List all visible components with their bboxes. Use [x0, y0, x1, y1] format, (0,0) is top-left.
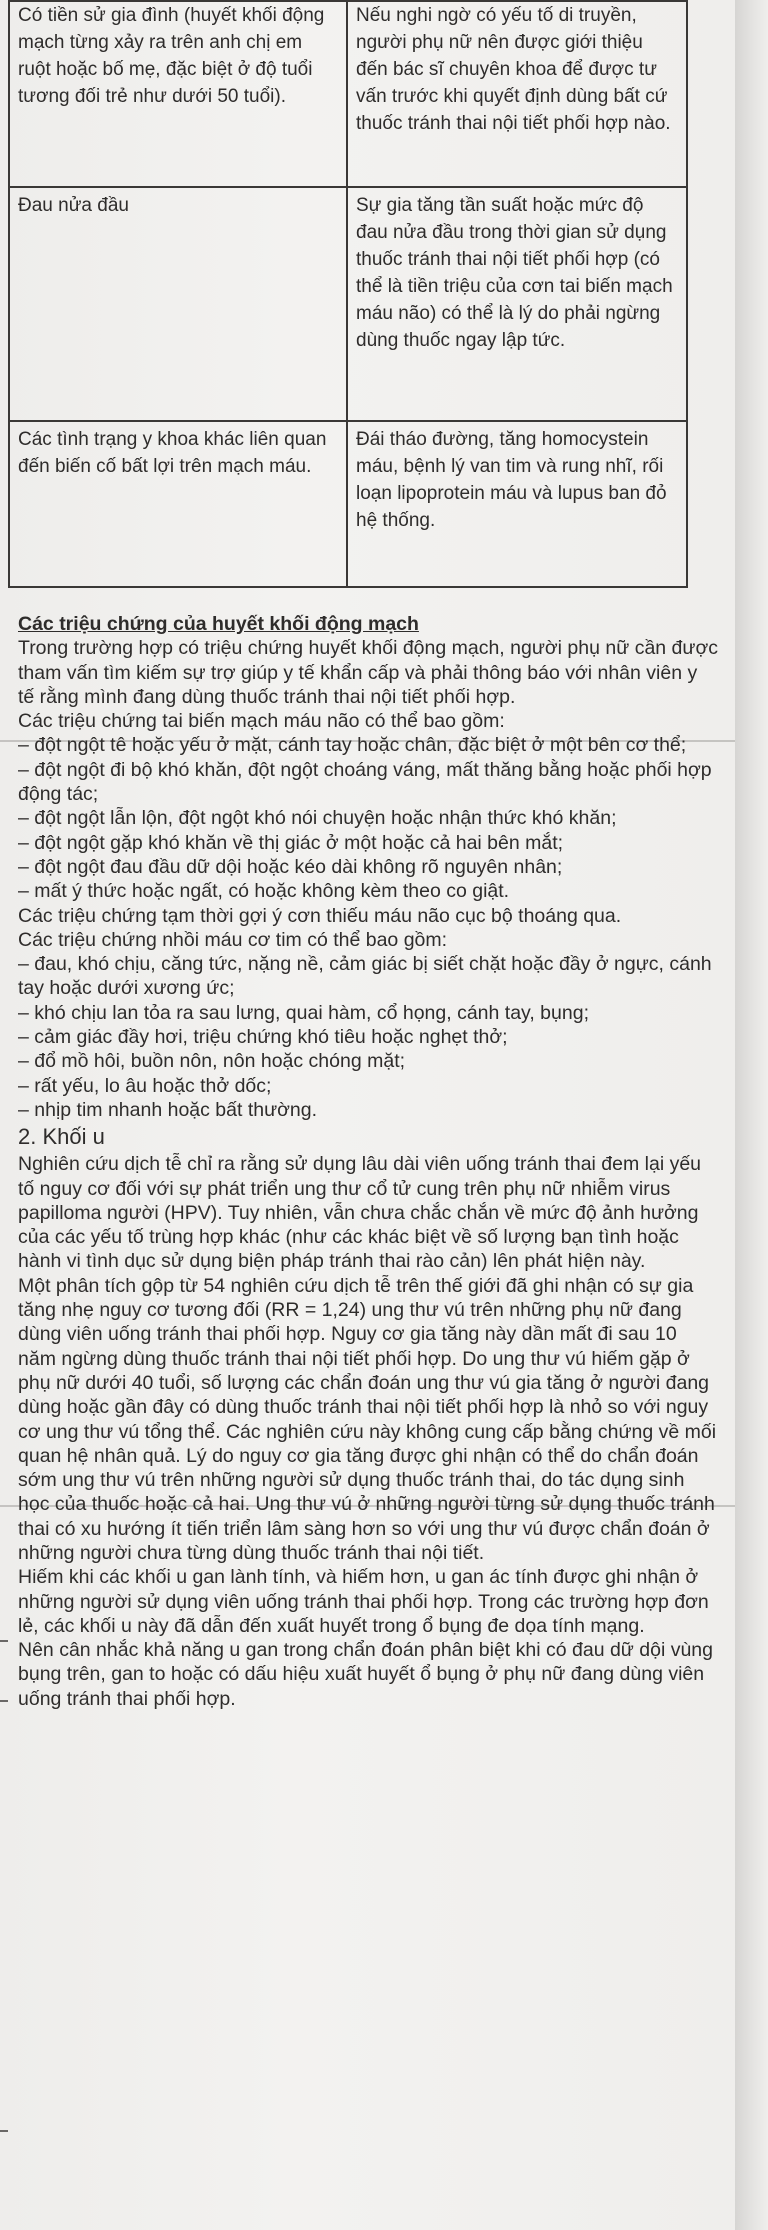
- paragraph: Một phân tích gộp từ 54 nghiên cứu dịch tễ trên thế giới đã ghi nhận có sự gia tăng nhẹ nguy cơ tương đối (RR = 1,24) ung thư vú trên những phụ nữ đang dùng viên uống tránh thai phối hợp. Nguy cơ gia tăng này dần mất đi sau 10 năm ngừng dùng thuốc tránh thai nội tiết phối hợp. Do ung thư vú hiếm gặp ở phụ nữ dưới 40 tuổi, số lượng các chẩn đoán ung thư vú gia tăng ở người đang dùng hoặc gần đây có dùng thuốc tránh thai nội tiết phối hợp là nhỏ so với nguy cơ ung thư vú tổng thể. Các nghiên cứu này không cung cấp bằng chứng về mối quan hệ nhân quả. Lý do nguy cơ gia tăng được ghi nhận có thể do chẩn đoán sớm ung thư vú trên những người sử dụng thuốc tránh thai, do tác dụng sinh học của thuốc hoặc cả hai. Ung thư vú ở những người từng sử dụng thuốc tránh thai có xu hướng ít tiến triển lâm sàng hơn so với ung thư vú được chẩn đoán ở những người chưa từng dùng thuốc tránh thai nội tiết.: [18, 1274, 717, 1564]
- paragraph: Nên cân nhắc khả năng u gan trong chẩn đoán phân biệt khi có đau dữ dội vùng bụng trên, gan to hoặc có dấu hiệu xuất huyết ổ bụng ở phụ nữ đang dùng viên uống tránh thai phối hợp.: [18, 1639, 713, 1710]
- list-item: – đột ngột đi bộ khó khăn, đột ngột choáng váng, mất thăng bằng hoặc phối hợp động tác;: [18, 758, 712, 806]
- list-item: – mất ý thức hoặc ngất, có hoặc không kèm theo co giật.: [18, 880, 510, 903]
- list-item: – cảm giác đầy hơi, triệu chứng khó tiêu hoặc nghẹt thở;: [18, 1026, 508, 1049]
- table-cell: Sự gia tăng tần suất hoặc mức độ đau nửa đầu trong thời gian sử dụng thuốc tránh thai nội tiết phối hợp (có thể là tiền triệu của cơn tai biến mạch máu não) có thể là lý do phải ngừng dùng thuốc ngay lập tức.: [347, 187, 687, 421]
- table-cell: Nếu nghi ngờ có yếu tố di truyền, người phụ nữ nên được giới thiệu đến bác sĩ chuyên khoa để được tư vấn trước khi quyết định dùng bất cứ thuốc tránh thai nội tiết phối hợp nào.: [347, 1, 687, 187]
- margin-rule: [0, 1700, 8, 1702]
- table-cell: Đái tháo đường, tăng homocystein máu, bệnh lý van tim và rung nhĩ, rối loạn lipoprotein máu và lupus ban đỏ hệ thống.: [347, 421, 687, 587]
- section-heading: Các triệu chứng của huyết khối động mạch: [18, 613, 419, 635]
- table-cell: Các tình trạng y khoa khác liên quan đến biến cố bất lợi trên mạch máu.: [9, 421, 347, 587]
- paragraph: Trong trường hợp có triệu chứng huyết khối động mạch, người phụ nữ cần được tham vấn tìm kiếm sự trợ giúp y tế khẩn cấp và phải thông báo với nhân viên y tế rằng mình đang dùng thuốc tránh thai nội tiết phối hợp.: [18, 637, 718, 708]
- risk-factor-table: [8, 0, 688, 588]
- margin-rule: [0, 1640, 8, 1642]
- table-cell: Có tiền sử gia đình (huyết khối động mạch từng xảy ra trên anh chị em ruột hoặc bố mẹ, đặc biệt ở độ tuổi tương đối trẻ như dưới 50 tuổi).: [9, 1, 347, 187]
- list-item: – đột ngột tê hoặc yếu ở mặt, cánh tay hoặc chân, đặc biệt ở một bên cơ thể;: [18, 734, 687, 757]
- section-title: 2. Khối u: [18, 1124, 105, 1150]
- list-item: – đột ngột đau đầu dữ dội hoặc kéo dài không rõ nguyên nhân;: [18, 855, 563, 878]
- paragraph: Các triệu chứng tai biến mạch máu não có thể bao gồm:: [18, 710, 505, 733]
- table-row: [9, 187, 687, 421]
- table-cell: Đau nửa đầu: [9, 187, 347, 421]
- table-row: [9, 1, 687, 187]
- list-item: – đổ mồ hôi, buồn nôn, nôn hoặc chóng mặt;: [18, 1050, 406, 1073]
- list-item: – khó chịu lan tỏa ra sau lưng, quai hàm, cổ họng, cánh tay, bụng;: [18, 1001, 589, 1024]
- paper-edge: [735, 0, 768, 2230]
- table-row: [9, 421, 687, 587]
- margin-rule: [0, 2130, 8, 2132]
- paragraph: Các triệu chứng nhồi máu cơ tim có thể bao gồm:: [18, 928, 448, 951]
- paragraph: Hiếm khi các khối u gan lành tính, và hiếm hơn, u gan ác tính được ghi nhận ở những người sử dụng viên uống tránh thai phối hợp. Trong các trường hợp đơn lẻ, các khối u này đã dẫn đến xuất huyết trong ổ bụng đe dọa tính mạng.: [18, 1566, 709, 1637]
- list-item: – đột ngột gặp khó khăn về thị giác ở một hoặc cả hai bên mắt;: [18, 831, 564, 854]
- list-item: – nhịp tim nhanh hoặc bất thường.: [18, 1098, 318, 1121]
- paragraph: Nghiên cứu dịch tễ chỉ ra rằng sử dụng lâu dài viên uống tránh thai đem lại yếu tố nguy cơ đối với sự phát triển ung thư cổ tử cung trên phụ nữ nhiễm virus papilloma người (HPV). Tuy nhiên, vẫn chưa chắc chắn về mức độ ảnh hưởng của các yếu tố trùng hợp khác (như các khác biệt về số lượng bạn tình hoặc hành vi tình dục sử dụng biện pháp tránh thai rào cản) lên phát hiện này.: [18, 1153, 702, 1273]
- paragraph: Các triệu chứng tạm thời gợi ý cơn thiếu máu não cục bộ thoáng qua.: [18, 904, 622, 927]
- list-item: – rất yếu, lo âu hoặc thở dốc;: [18, 1074, 272, 1097]
- body-text: [18, 612, 718, 1711]
- list-item: – đột ngột lẫn lộn, đột ngột khó nói chuyện hoặc nhận thức khó khăn;: [18, 807, 617, 830]
- list-item: – đau, khó chịu, căng tức, nặng nề, cảm giác bị siết chặt hoặc đầy ở ngực, cánh tay hoặc dưới xương ức;: [18, 953, 712, 1000]
